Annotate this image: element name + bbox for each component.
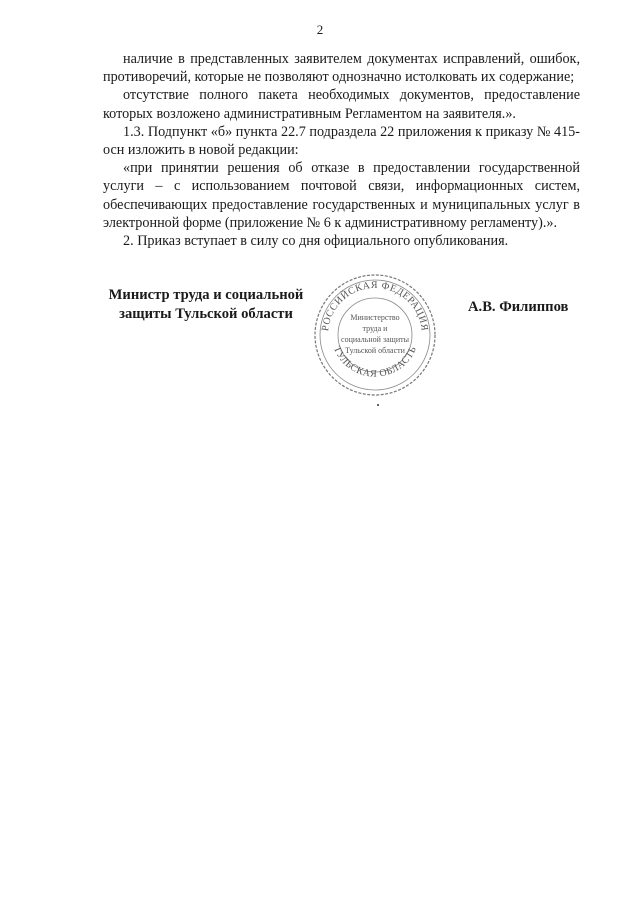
- signatory-name: А.В. Филиппов: [468, 299, 569, 315]
- paragraph-amendment-1-3: 1.3. Подпункт «б» пункта 22.7 подраздела 22 приложения к приказу № 415-осн изложить в новой редакции:: [103, 123, 580, 159]
- seal-center-line-1: Министерство: [350, 313, 400, 322]
- signatory-title: [96, 286, 316, 323]
- page-number: 2: [316, 22, 324, 37]
- signatory-title-line-2: защиты Тульской области: [119, 305, 293, 322]
- seal-center-line-4: Тульской области: [345, 346, 405, 355]
- seal-center-line-2: труда и: [362, 324, 388, 333]
- paragraph-quoted-text: «при принятии решения об отказе в предоставлении государственной услуги – с использованием почтовой связи, информационных систем, обеспечивающих предоставление государственных и муниципальных услуг в электронной форме (приложение № 6 к административному регламенту).».: [103, 160, 580, 231]
- paragraph-incomplete-package: отсутствие полного пакета необходимых документов, предоставление которых возложено административным Регламентом на заявителя.».: [103, 87, 580, 122]
- seal-ring-bottom-text: ТУЛЬСКАЯ ОБЛАСТЬ: [330, 344, 420, 380]
- document-body: [103, 50, 580, 250]
- seal-ring-top-text: РОССИЙСКАЯ ФЕДЕРАЦИЯ: [320, 279, 430, 332]
- seal-graphic: [310, 270, 440, 400]
- official-seal: [310, 270, 440, 400]
- paragraph-effective-date: 2. Приказ вступает в силу со дня официального опубликования.: [123, 233, 509, 250]
- paragraph-corrections: наличие в представленных заявителем документах исправлений, ошибок, противоречий, которые не позволяют однозначно истолковать их содержание;: [103, 51, 580, 86]
- seal-center-line-3: социальной защиты: [341, 335, 409, 344]
- signatory-title-line-1: Министр труда и социальной: [108, 287, 304, 303]
- scan-speck: [377, 404, 379, 406]
